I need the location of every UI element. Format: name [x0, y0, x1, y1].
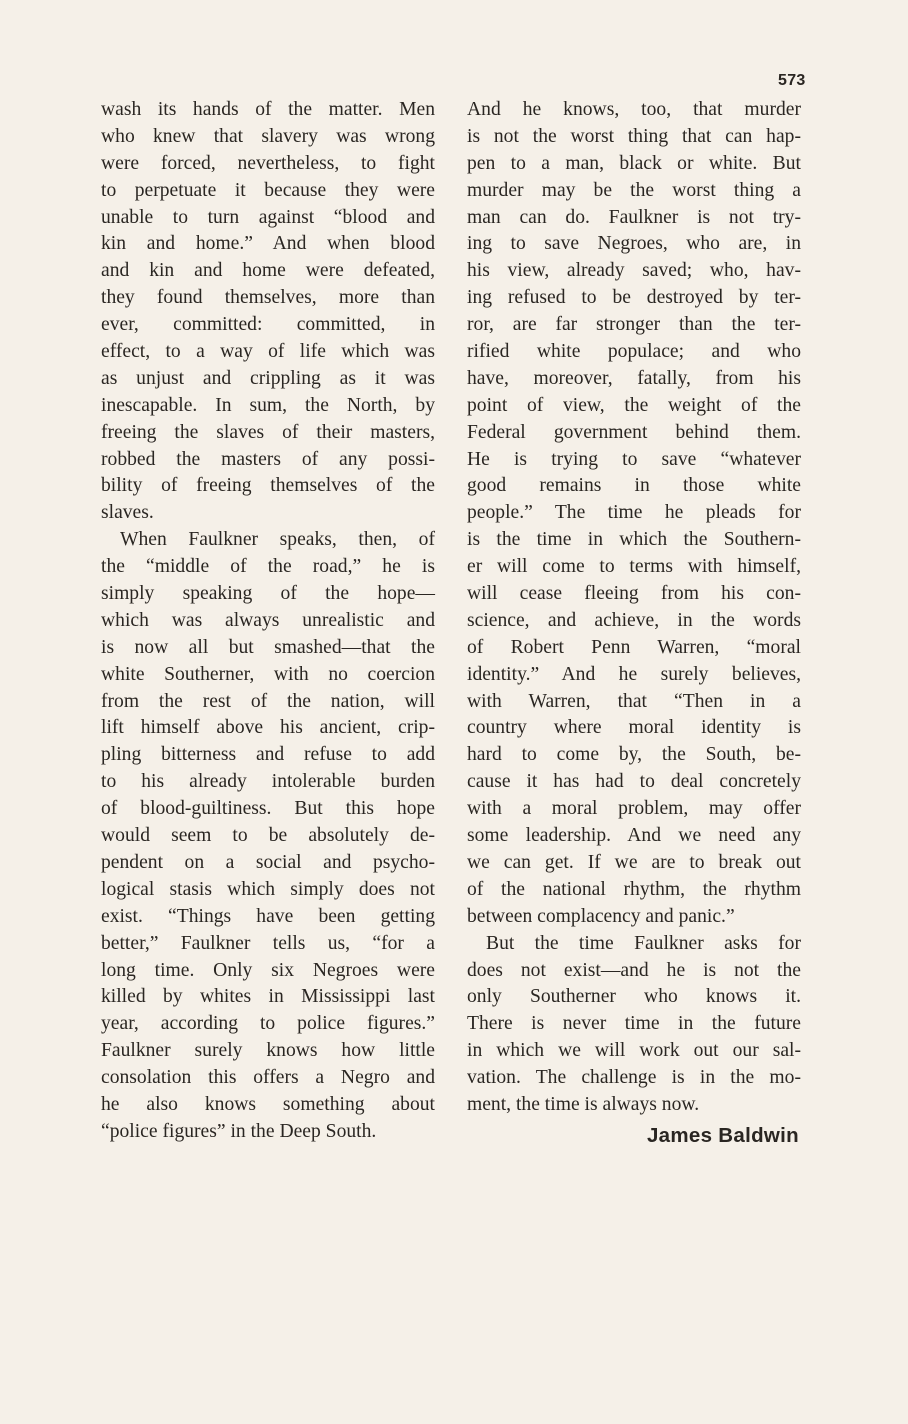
- text-line: would seem to be absolutely de-: [101, 825, 435, 847]
- text-line: and kin and home were defeated,: [101, 260, 435, 282]
- text-line: point of view, the weight of the: [467, 394, 801, 416]
- text-line: logical stasis which simply does not: [101, 878, 435, 900]
- text-line: were forced, nevertheless, to fight: [101, 152, 435, 174]
- text-line: we can get. If we are to break out: [467, 851, 801, 873]
- text-line: ror, are far stronger than the ter-: [467, 314, 801, 336]
- text-line: pen to a man, black or white. But: [467, 152, 801, 174]
- text-line: is not the worst thing that can hap-: [467, 125, 801, 147]
- text-line: they found themselves, more than: [101, 287, 435, 309]
- text-line: wash its hands of the matter. Men: [101, 99, 435, 120]
- text-line: But the time Faulkner asks for: [486, 932, 801, 954]
- text-line: consolation this offers a Negro and: [101, 1067, 435, 1089]
- text-line: with Warren, that “Then in a: [467, 690, 801, 712]
- text-line: slaves.: [101, 502, 154, 524]
- text-line: white Southerner, with no coercion: [101, 663, 435, 685]
- text-line: of Robert Penn Warren, “moral: [467, 636, 801, 658]
- text-line: is now all but smashed—that the: [101, 636, 435, 658]
- text-line: people.” The time he pleads for: [467, 502, 801, 524]
- text-line: simply speaking of the hope—: [101, 583, 435, 605]
- text-line: “police figures” in the Deep South.: [101, 1120, 377, 1142]
- text-line: kin and home.” And when blood: [101, 233, 435, 255]
- text-line: long time. Only six Negroes were: [101, 959, 435, 981]
- text-line: have, moreover, fatally, from his: [467, 367, 801, 389]
- text-line: only Southerner who knows it.: [467, 986, 801, 1008]
- text-line: bility of freeing themselves of the: [101, 475, 435, 497]
- text-line: er will come to terms with himself,: [467, 556, 801, 578]
- text-line: killed by whites in Mississippi last: [101, 986, 435, 1008]
- text-line: will cease fleeing from his con-: [467, 583, 801, 605]
- text-line: unable to turn against “blood and: [101, 206, 435, 228]
- text-line: murder may be the worst thing a: [467, 179, 801, 201]
- text-line: pling bitterness and refuse to add: [101, 744, 435, 766]
- text-line: inescapable. In sum, the North, by: [101, 394, 435, 416]
- text-line: freeing the slaves of their masters,: [101, 421, 435, 443]
- text-line: And he knows, too, that murder: [467, 99, 801, 120]
- text-line: year, according to police figures.”: [101, 1013, 435, 1035]
- text-line: is the time in which the Southern-: [467, 529, 801, 551]
- text-line: pendent on a social and psycho-: [101, 851, 435, 873]
- author-signature: James Baldwin: [646, 1123, 799, 1147]
- text-line: who knew that slavery was wrong: [101, 125, 435, 147]
- text-line: When Faulkner speaks, then, of: [120, 529, 435, 551]
- text-line: lift himself above his ancient, crip-: [101, 717, 435, 739]
- text-line: effect, to a way of life which was: [101, 341, 435, 363]
- text-line: vation. The challenge is in the mo-: [467, 1067, 801, 1089]
- text-line: better,” Faulkner tells us, “for a: [101, 932, 435, 954]
- text-line: between complacency and panic.”: [467, 905, 735, 927]
- text-line: the “middle of the road,” he is: [101, 556, 435, 578]
- text-line: Faulkner surely knows how little: [101, 1040, 435, 1062]
- text-line: as unjust and crippling as it was: [101, 367, 435, 389]
- text-line: his view, already saved; who, hav-: [467, 260, 801, 282]
- left-text-column: [101, 97, 435, 1146]
- text-line: ment, the time is always now.: [467, 1093, 700, 1115]
- text-line: some leadership. And we need any: [467, 825, 801, 847]
- text-line: There is never time in the future: [467, 1013, 801, 1035]
- text-line: from the rest of the nation, will: [101, 690, 435, 712]
- text-line: with a moral problem, may offer: [467, 798, 801, 820]
- text-line: hard to come by, the South, be-: [467, 744, 801, 766]
- text-line: he also knows something about: [101, 1093, 435, 1115]
- text-line: Federal government behind them.: [467, 421, 801, 443]
- text-line: country where moral identity is: [467, 717, 801, 739]
- text-line: robbed the masters of any possi-: [101, 448, 435, 470]
- right-text-column: [467, 97, 801, 1151]
- text-line: cause it has had to deal concretely: [467, 771, 801, 793]
- text-line: ing refused to be destroyed by ter-: [467, 287, 801, 309]
- text-line: identity.” And he surely believes,: [467, 663, 801, 685]
- text-line: exist. “Things have been getting: [101, 905, 435, 927]
- text-line: man can do. Faulkner is not try-: [467, 206, 801, 228]
- text-line: in which we will work out our sal-: [467, 1040, 801, 1062]
- page-number: 573: [778, 72, 806, 89]
- text-line: good remains in those white: [467, 475, 801, 497]
- text-line: rified white populace; and who: [467, 341, 801, 363]
- text-line: ever, committed: committed, in: [101, 314, 435, 336]
- text-line: does not exist—and he is not the: [467, 959, 801, 981]
- text-line: science, and achieve, in the words: [467, 609, 801, 631]
- text-line: of blood-guiltiness. But this hope: [101, 798, 435, 820]
- text-line: which was always unrealistic and: [101, 609, 435, 631]
- text-line: ing to save Negroes, who are, in: [467, 233, 801, 255]
- text-line: to his already intolerable burden: [101, 771, 435, 793]
- text-line: He is trying to save “whatever: [467, 448, 801, 470]
- text-line: to perpetuate it because they were: [101, 179, 435, 201]
- text-line: of the national rhythm, the rhythm: [467, 878, 801, 900]
